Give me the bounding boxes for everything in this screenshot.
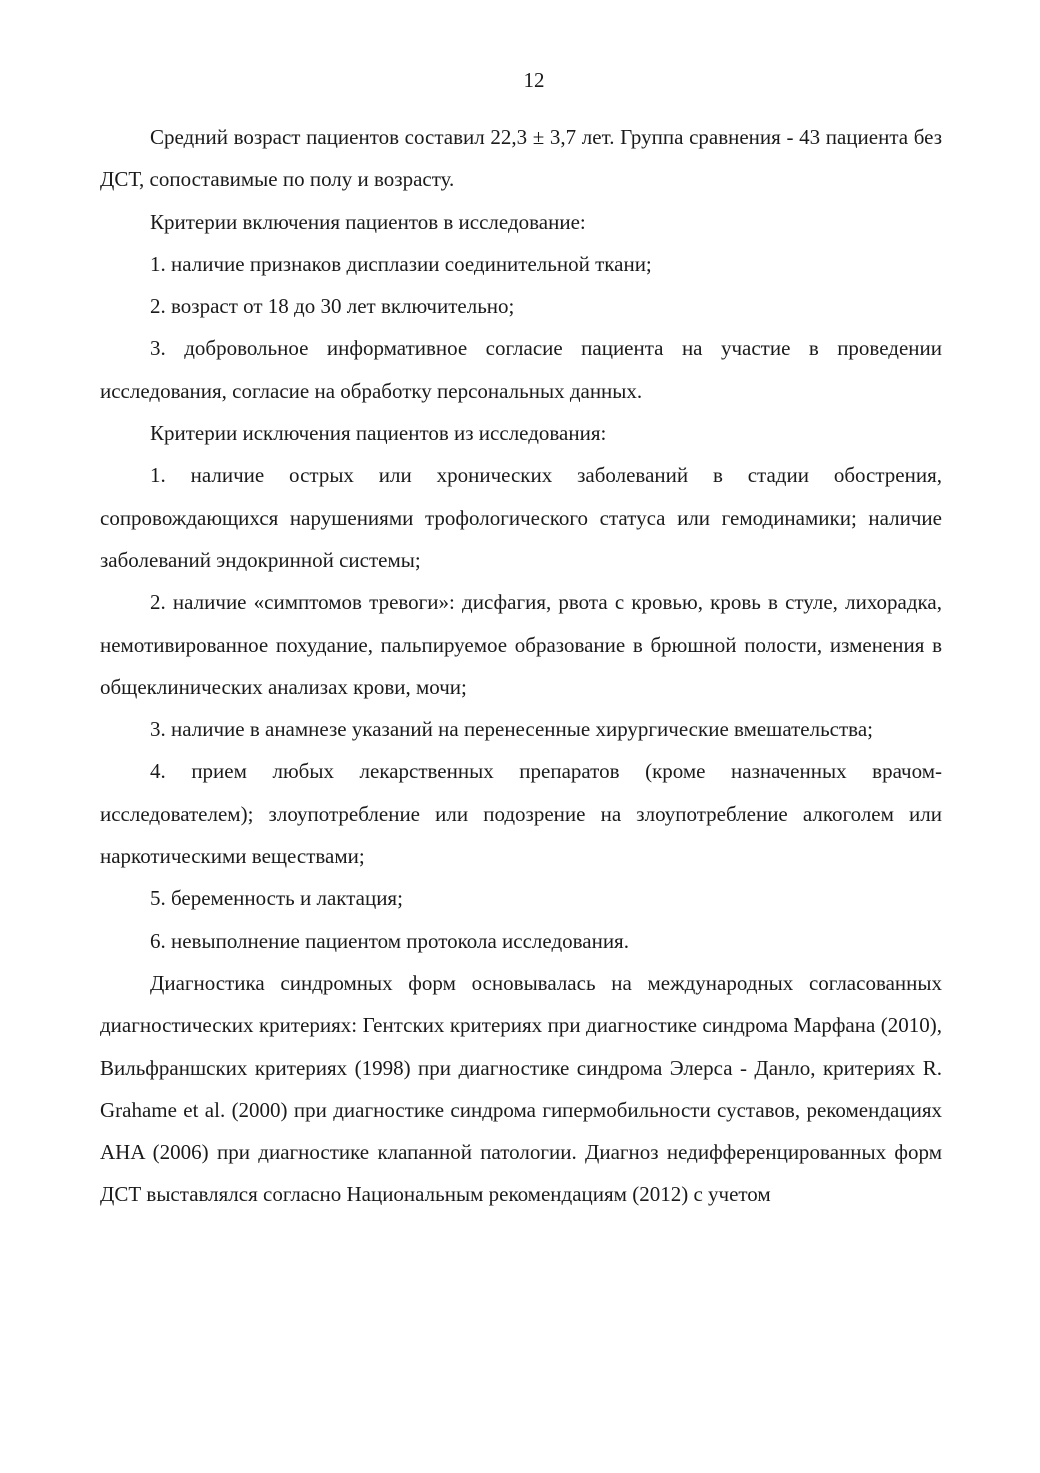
- exclusion-item-4: 4. прием любых лекарственных препаратов (кроме назначенных врачом-исследователем); злоупотребление или подозрение на злоупотребление алкоголем или наркотическими веществами;: [100, 759, 942, 869]
- paragraph-inclusion-heading: Критерии включения пациентов в исследование:: [150, 209, 586, 234]
- inclusion-item-3: 3. добровольное информативное согласие пациента на участие в проведении исследования, согласие на обработку персональных данных.: [100, 336, 942, 403]
- inclusion-item-2: 2. возраст от 18 до 30 лет включительно;: [150, 294, 515, 319]
- exclusion-item-3: 3. наличие в анамнезе указаний на перенесенные хирургические вмешательства;: [150, 717, 873, 742]
- paragraph-diagnostics: Диагностика синдромных форм основывалась на международных согласованных диагностических критериях: Гентских критериях при диагностике синдрома Марфана (2010), Вильфраншских критериях (1998) при диагностике синдрома Элерса - Данло, критериях R. Grahame et al. (2000) при диагностике синдрома гипермобильности суставов, рекомендациях AHA (2006) при диагностике клапанной патологии. Диагноз недифференцированных форм ДСТ выставлялся согласно Национальным рекомендациям (2012) с учетом: [100, 970, 942, 1207]
- exclusion-item-6: 6. невыполнение пациентом протокола исследования.: [150, 928, 629, 953]
- paragraph-exclusion-heading: Критерии исключения пациентов из исследования:: [150, 421, 607, 446]
- exclusion-item-1: 1. наличие острых или хронических заболеваний в стадии обострения, сопровождающихся нарушениями трофологического статуса или гемодинамики; наличие заболеваний эндокринной системы;: [100, 463, 942, 572]
- paragraph-mean-age: Средний возраст пациентов составил 22,3 ± 3,7 лет. Группа сравнения - 43 пациента без ДСТ, сопоставимые по полу и возрасту.: [100, 125, 942, 192]
- exclusion-item-2: 2. наличие «симптомов тревоги»: дисфагия, рвота с кровью, кровь в стуле, лихорадка, немотивированное похудание, пальпируемое образование в брюшной полости, изменения в общеклинических анализах крови, мочи;: [100, 590, 942, 699]
- exclusion-item-5: 5. беременность и лактация;: [150, 886, 403, 911]
- page-body: [100, 116, 942, 1216]
- page-number: 12: [523, 68, 545, 92]
- inclusion-item-1: 1. наличие признаков дисплазии соединительной ткани;: [150, 251, 652, 276]
